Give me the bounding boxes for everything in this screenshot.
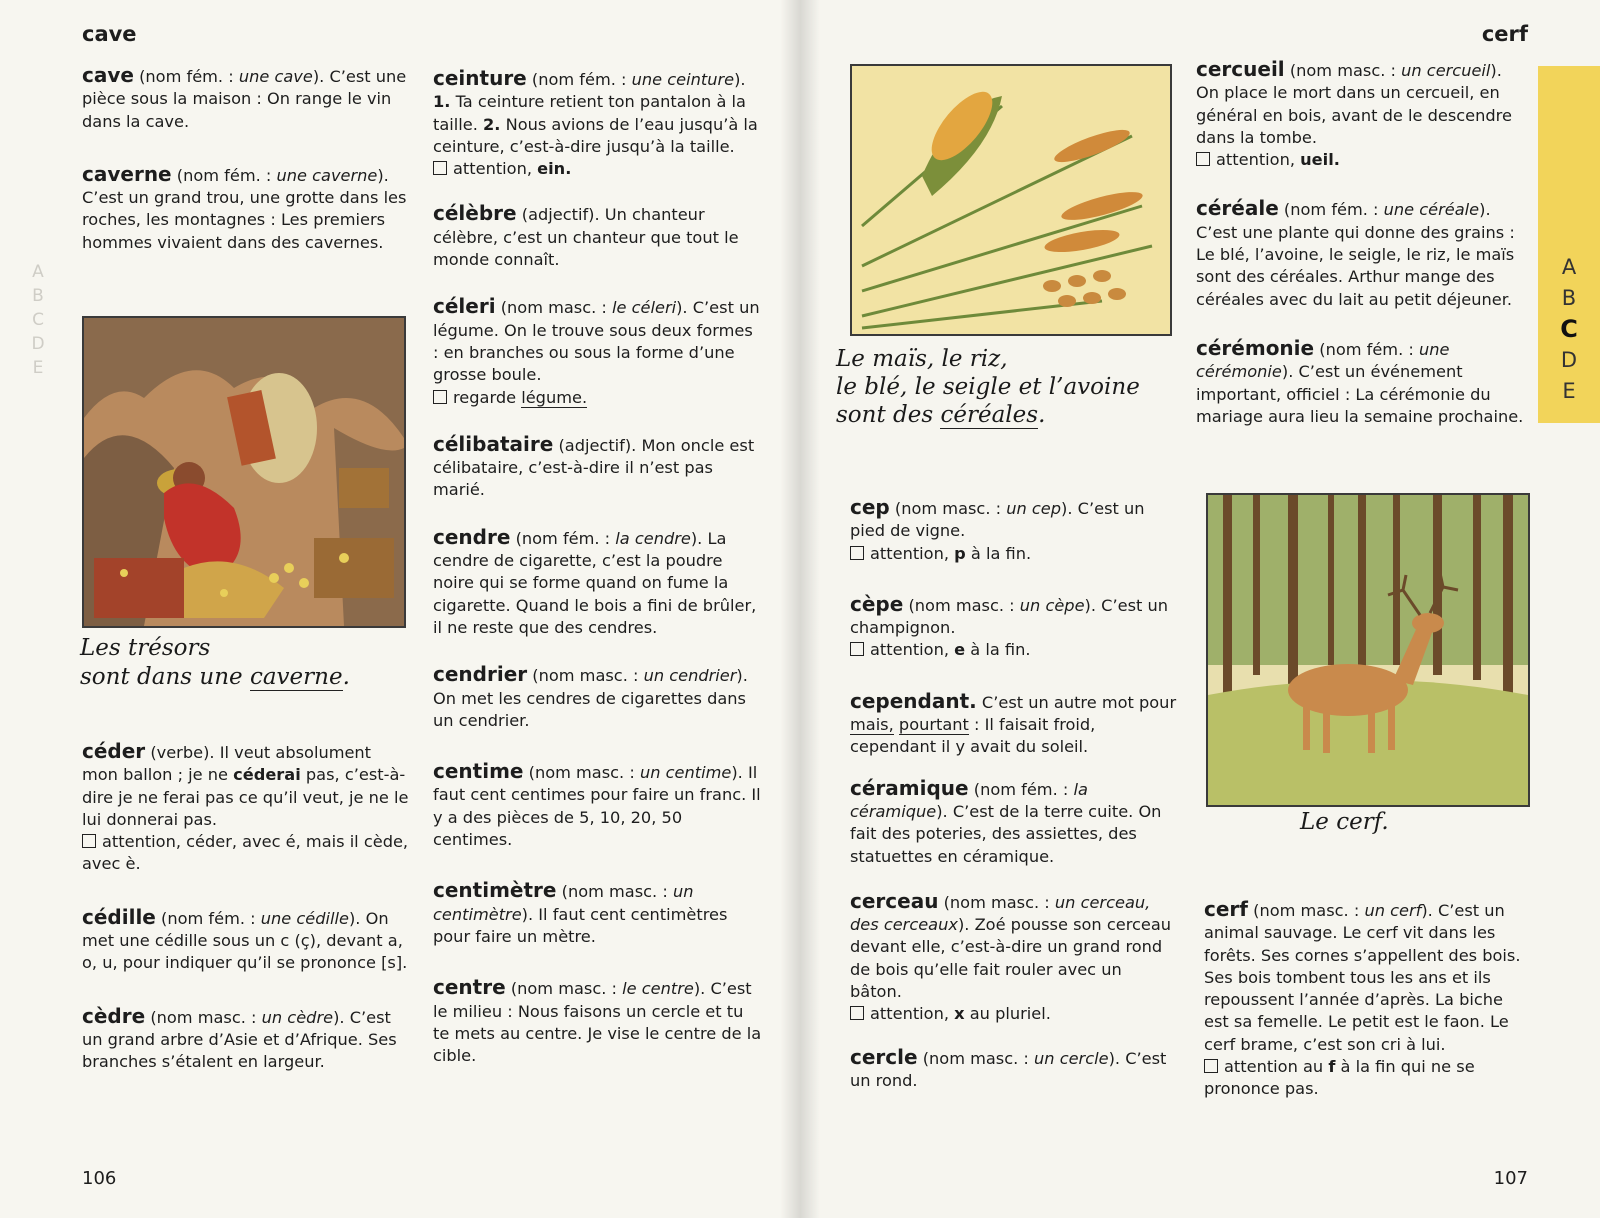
left-column-1-lower bbox=[82, 740, 412, 1104]
checkbox-icon bbox=[82, 834, 96, 848]
side-index-ghost: A B C D E bbox=[31, 262, 45, 378]
tab-letter-d: D bbox=[1560, 348, 1578, 372]
page-header-left: cave bbox=[82, 22, 137, 46]
right-page bbox=[800, 0, 1600, 1218]
entry-cedille: cédille (nom fém. : une cédille). On met une cédille sous un c (ç), devant a, o, u, pour indiquer qu’il se prononce [s]. bbox=[82, 904, 408, 973]
checkbox-icon bbox=[850, 1006, 864, 1020]
checkbox-icon bbox=[1204, 1059, 1218, 1073]
entry-cep: cep (nom masc. : un cep). C’est un pied de vigne. attention, p à la fin. bbox=[850, 495, 1145, 563]
entry-caverne: caverne (nom fém. : une caverne). C’est un grand trou, une grotte dans les roches, les montagnes : Les premiers hommes vivaient dans des cavernes. bbox=[82, 161, 407, 252]
entry-cereale: céréale (nom fém. : une céréale). C’est une plante qui donne des grains : Le blé, l’avoine, le seigle, le riz, le maïs sont des céréales. Arthur mange des céréales avec du lait au petit déjeuner. bbox=[1196, 196, 1515, 309]
entry-celebre: célèbre (adjectif). Un chanteur célèbre, c’est un chanteur que tout le monde connaît. bbox=[433, 201, 739, 270]
entry-cave: cave (nom fém. : une cave). C’est une pièce sous la maison : On range le vin dans la cave. bbox=[82, 63, 407, 131]
entry-cendrier: cendrier (nom masc. : un cendrier). On met les cendres de cigarettes dans un cendrier. bbox=[433, 662, 748, 730]
treasure-cave-illustration bbox=[82, 316, 406, 628]
entry-cedre: cèdre (nom masc. : un cèdre). C’est un grand arbre d’Asie et d’Afrique. Ses branches s’étalent en largeur. bbox=[82, 1003, 397, 1072]
entry-ceremonie: cérémonie (nom fém. : une cérémonie). C’est un événement important, officiel : La cérémonie du mariage aura lieu la semaine prochaine. bbox=[1196, 335, 1524, 426]
alphabet-tab-index bbox=[1538, 66, 1600, 423]
right-column-1 bbox=[850, 496, 1178, 1122]
tab-letter-b: B bbox=[1561, 286, 1577, 310]
entry-ceder: céder (verbe). Il veut absolument mon ballon ; je ne céderai pas, c’est-à-dire je ne ferai pas ce qu’il veut, je ne le lui donnerai pas. attention, céder, avec é, mais il cède, avec è. bbox=[82, 739, 409, 874]
tab-letter-c: C bbox=[1560, 315, 1578, 343]
page-header-right: cerf bbox=[1481, 22, 1528, 46]
entry-cerceau: cerceau (nom masc. : un cerceau, des cerceaux). Zoé pousse son cerceau devant elle, c’est-à-dire un grand rond de bois qu’elle fait rouler avec un bâton. attention, x au pluriel. bbox=[850, 888, 1172, 1024]
entry-cerf: cerf (nom masc. : un cerf). C’est un animal sauvage. Le cerf vit dans les forêts. Ses cornes s’appellent des bois. Ses bois tombent tous les ans et ils repoussent l’année d’après. La biche est sa femelle. Le petit est le faon. Le cerf brame, c’est son cri à lui. attention au f à la fin qui ne se prononce pas. bbox=[1204, 897, 1521, 1099]
entry-cercle: cercle (nom masc. : un cercle). C’est un rond. bbox=[850, 1044, 1167, 1090]
page-number-left: 106 bbox=[82, 1168, 117, 1189]
entry-cependant: cependant. C’est un autre mot pour mais, pourtant : Il faisait froid, cependant il y avait du soleil. bbox=[850, 688, 1177, 757]
checkbox-icon bbox=[433, 161, 447, 175]
right-column-2 bbox=[1196, 58, 1526, 458]
caption-treasures: Les trésors sont dans une caverne. bbox=[80, 635, 350, 690]
entry-centimetre: centimètre (nom masc. : un centimètre). Il faut cent centimètres pour faire un mètre. bbox=[433, 878, 728, 946]
checkbox-icon bbox=[1196, 152, 1210, 166]
tab-letter-a: A bbox=[1561, 255, 1577, 279]
left-column-1 bbox=[82, 64, 407, 284]
tab-letter-e: E bbox=[1562, 379, 1576, 403]
checkbox-icon bbox=[433, 390, 447, 404]
entry-celibataire: célibataire (adjectif). Mon oncle est célibataire, c’est-à-dire il n’est pas marié. bbox=[433, 431, 755, 500]
cereals-illustration bbox=[850, 64, 1172, 336]
entry-centre: centre (nom masc. : le centre). C’est le milieu : Nous faisons un cercle et tu te mets au centre. Je vise le centre de la cible. bbox=[433, 975, 762, 1066]
entry-ceinture: ceinture (nom fém. : une ceinture). 1. Ta ceinture retient ton pantalon à la taille. 2. Nous avions de l’eau jusqu’à la ceinture, c’est-à-dire jusqu’à la taille. attention, ein. bbox=[433, 66, 758, 179]
page-number-right: 107 bbox=[1493, 1168, 1528, 1189]
book-gutter bbox=[780, 0, 820, 1218]
right-column-2-lower bbox=[1204, 898, 1532, 1131]
entry-cepe: cèpe (nom masc. : un cèpe). C’est un champignon. attention, e à la fin. bbox=[850, 591, 1169, 660]
caption-deer: Le cerf. bbox=[1300, 809, 1389, 835]
checkbox-icon bbox=[850, 642, 864, 656]
entry-cendre: cendre (nom fém. : la cendre). La cendre de cigarette, c’est la poudre noire qui se forme quand on fume la cigarette. Quand le bois a fini de brûler, il ne reste que des cendres. bbox=[433, 524, 757, 637]
entry-cercueil: cercueil (nom masc. : un cercueil). On place le mort dans un cercueil, en général en bois, avant de le descendre dans la tombe. attention, ueil. bbox=[1196, 57, 1512, 170]
checkbox-icon bbox=[850, 546, 864, 560]
entry-centime: centime (nom masc. : un centime). Il faut cent centimes pour faire un franc. Il y a des pièces de 5, 10, 20, 50 centimes. bbox=[433, 759, 761, 850]
left-column-2 bbox=[433, 67, 763, 1097]
entry-ceramique: céramique (nom fém. : la céramique). C’est de la terre cuite. On fait des poteries, des assiettes, des statuettes en céramique. bbox=[850, 775, 1162, 866]
caption-cereals: Le maïs, le riz, le blé, le seigle et l’avoine sont des céréales. bbox=[836, 346, 1140, 428]
deer-illustration bbox=[1206, 493, 1530, 807]
entry-celeri: céleri (nom masc. : le céleri). C’est un légume. On le trouve sous deux formes : en branches ou sous la forme d’une grosse boule. regarde légume. bbox=[433, 294, 760, 407]
